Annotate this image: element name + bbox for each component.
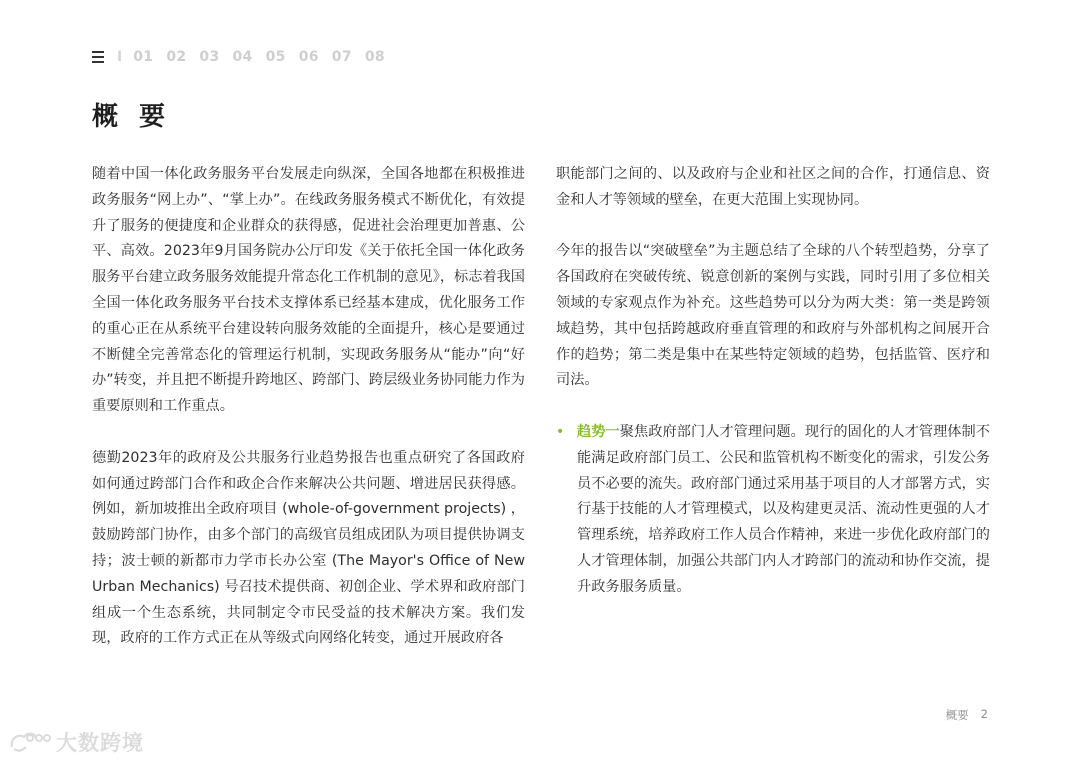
right-column [556,162,990,601]
trend-bullet [556,420,990,601]
page-number: 2 [980,707,988,721]
menu-icon[interactable] [92,51,104,63]
nav-item-08[interactable]: 08 [364,49,385,65]
trend-text: 聚焦政府部门人才管理问题。现行的固化的人才管理体制不能满足政府部门员工、公民和监管机构不断变化的需求，引发公务员不必要的流失。政府部门通过采用基于项目的人才部署方式，实行基于技能的人才管理模式，以及构建更灵活、流动性更强的人才管理系统，培养政府工作人员合作精神，来进一步优化政府部门的人才管理体制，加强公共部门内人才跨部门的流动和协作交流，提升政务服务质量。 [577,423,990,595]
watermark-text: 大数跨境 [56,731,144,755]
page-title: 概 要 [92,102,172,132]
nav-item-04[interactable]: 04 [232,49,253,65]
trend-label: 趋势一 [577,423,620,440]
right-paragraph-2: 今年的报告以“突破壁垒”为主题总结了全球的八个转型趋势，分享了各国政府在突破传统、锐意创新的案例与实践，同时引用了多位相关领域的专家观点作为补充。这些趋势可以分为两大类：第一类是跨领域趋势，其中包括跨越政府垂直管理的和政府与外部机构之间展开合作的趋势；第二类是集中在某些特定领域的趋势，包括监管、医疗和司法。 [556,243,990,389]
right-paragraph-1: 职能部门之间的、以及政府与企业和社区之间的合作，打通信息、资金和人才等领域的壁垒，在更大范围上实现协同。 [556,166,990,208]
nav-item-02[interactable]: 02 [166,49,187,65]
nav-item-03[interactable]: 03 [199,49,220,65]
section-nav [92,47,398,67]
left-paragraph-2: 德勤2023年的政府及公共服务行业趋势报告也重点研究了各国政府如何通过跨部门合作和政企合作来解决公共问题、增进居民获得感。例如，新加坡推出全政府项目 (whole-of-government projects) ，鼓励跨部门协作，由多个部门的高级官员组成团队为项目提供协调支持；波士顿的新都市力学市长办公室 (The Mayor's Office of New Urban Mechanics) 号召技术提供商、初创企业、学术界和政府部门组成一个生态系统，共同制定令市民受益的技术解决方案。我们发现，政府的工作方式正在从等级式向网络化转变，通过开展政府各 [92,449,525,647]
watermark [8,727,144,757]
page-footer [946,707,988,723]
nav-separator: I [117,49,123,65]
nav-item-07[interactable]: 07 [331,49,352,65]
bullet-marker: • [556,423,565,440]
nav-item-06[interactable]: 06 [298,49,319,65]
nav-item-01[interactable]: 01 [133,49,154,65]
nav-item-05[interactable]: 05 [265,49,286,65]
left-column [92,162,525,678]
watermark-logo-icon [8,729,52,755]
left-paragraph-1: 随着中国一体化政务服务平台发展走向纵深，全国各地都在积极推进政务服务“网上办”、“掌上办”。在线政务服务模式不断优化，有效提升了服务的便捷度和企业群众的获得感，促进社会治理更加普惠、公平、高效。2023年9月国务院办公厅印发《关于依托全国一体化政务服务平台建立政务服务效能提升常态化工作机制的意见》，标志着我国全国一体化政务服务平台技术支撑体系已经基本建成，优化服务工作的重心正在从系统平台建设转向服务效能的全面提升，核心是要通过不断健全完善常态化的管理运行机制，实现政务服务从“能办”向“好办”转变，并且把不断提升跨地区、跨部门、跨层级业务协同能力作为重要原则和工作重点。 [92,166,525,415]
footer-section: 概要 [945,708,969,722]
